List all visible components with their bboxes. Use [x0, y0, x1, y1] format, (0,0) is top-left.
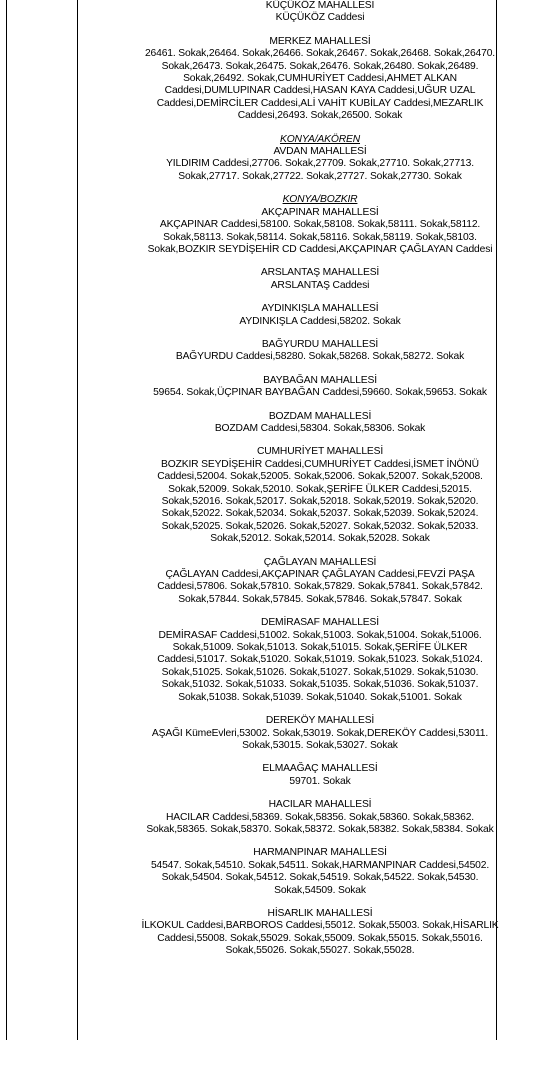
neighborhood-name: MERKEZ MAHALLESİ [269, 35, 371, 47]
neighborhood-entry [140, 847, 500, 897]
neighborhood-name: AYDINKIŞLA MAHALLESİ [261, 303, 379, 315]
neighborhood-entry [140, 617, 500, 704]
neighborhood-entry [140, 446, 500, 545]
neighborhood-name: BAYBAĞAN MAHALLESİ [263, 374, 377, 386]
neighborhood-entry [140, 411, 500, 436]
street-list: KÜÇÜKÖZ Caddesi [275, 12, 365, 24]
district-heading: KONYA/AKÖREN [279, 133, 361, 145]
neighborhood-name: AKÇAPINAR MAHALLESİ [261, 206, 379, 218]
neighborhood-entry [140, 715, 500, 752]
neighborhood-name: DEMİRASAF MAHALLESİ [261, 617, 379, 629]
street-list: AŞAĞI KümeEvleri,53002. Sokak,53019. Sokak,DEREKÖY Caddesi,53011. Sokak,53015. Sokak,53027. Sokak [151, 727, 489, 751]
street-list: İLKOKUL Caddesi,BARBOROS Caddesi,55012. Sokak,55003. Sokak,HİSARLIK Caddesi,55008. Sokak,55029. Sokak,55009. Sokak,55015. Sokak,55016. Sokak,55026. Sokak,55027. Sokak,55028. [141, 920, 499, 957]
street-list: 54547. Sokak,54510. Sokak,54511. Sokak,HARMANPINAR Caddesi,54502. Sokak,54504. Sokak,54512. Sokak,54519. Sokak,54522. Sokak,54530. Sokak,54509. Sokak [150, 859, 490, 896]
neighborhood-entry [140, 557, 500, 607]
neighborhood-entry [140, 763, 500, 788]
street-list: 59701. Sokak [289, 775, 351, 787]
neighborhood-entry [140, 36, 500, 123]
street-list: BAĞYURDU Caddesi,58280. Sokak,58268. Sokak,58272. Sokak [175, 351, 465, 363]
neighborhood-name: AVDAN MAHALLESİ [273, 146, 367, 158]
neighborhood-name: BAĞYURDU MAHALLESİ [261, 338, 379, 350]
street-list: 26461. Sokak,26464. Sokak,26466. Sokak,26467. Sokak,26468. Sokak,26470. Sokak,26473. Sokak,26475. Sokak,26476. Sokak,26480. Sokak,26489. Sokak,26492. Sokak,CUMHURİYET Caddesi,AHMET ALKAN Caddesi,DUMLUPINAR Caddesi,HASAN KAYA Caddesi,UĞUR UZAL Caddesi,DEMİRCİLER Caddesi,ALİ VAHİT KUBİLAY Caddesi,MEZARLIK Caddesi,26493. Sokak,26500. Sokak [144, 48, 495, 122]
neighborhood-entry [140, 303, 500, 328]
neighborhood-entry [140, 207, 500, 257]
neighborhood-name: BOZDAM MAHALLESİ [268, 410, 372, 422]
street-list: HACILAR Caddesi,58369. Sokak,58356. Sokak,58360. Sokak,58362. Sokak,58365. Sokak,58370. Sokak,58372. Sokak,58382. Sokak,58384. Sokak [146, 811, 494, 835]
neighborhood-name: ELMAAĞAÇ MAHALLESİ [262, 763, 378, 775]
street-list: YILDIRIM Caddesi,27706. Sokak,27709. Sokak,27710. Sokak,27713. Sokak,27717. Sokak,27722. Sokak,27727. Sokak,27730. Sokak [166, 158, 474, 182]
street-list: DEMİRASAF Caddesi,51002. Sokak,51003. Sokak,51004. Sokak,51006. Sokak,51009. Sokak,51013. Sokak,51015. Sokak,ŞERİFE ÜLKER Caddesi,51017. Sokak,51020. Sokak,51019. Sokak,51023. Sokak,51024. Sokak,51025. Sokak,51026. Sokak,51027. Sokak,51029. Sokak,51030. Sokak,51032. Sokak,51033. Sokak,51035. Sokak,51036. Sokak,51037. Sokak,51038. Sokak,51039. Sokak,51040. Sokak,51001. Sokak [157, 629, 483, 703]
neighborhood-name: ARSLANTAŞ MAHALLESİ [260, 267, 380, 279]
neighborhood-entry [140, 375, 500, 400]
neighborhood-entry [140, 146, 500, 183]
table-column-divider [77, 0, 78, 1040]
neighborhood-entry [140, 908, 500, 958]
address-list [140, 0, 500, 969]
street-list: ARSLANTAŞ Caddesi [270, 279, 370, 291]
table-border-left [6, 0, 7, 1040]
street-list: AKÇAPINAR Caddesi,58100. Sokak,58108. Sokak,58111. Sokak,58112. Sokak,58113. Sokak,58114. Sokak,58116. Sokak,58119. Sokak,58103. Sokak,BOZKIR SEYDİŞEHİR CD Caddesi,AKÇAPINAR ÇAĞLAYAN Caddesi [147, 219, 493, 255]
neighborhood-entry [140, 799, 500, 836]
neighborhood-name: DEREKÖY MAHALLESİ [265, 715, 375, 727]
neighborhood-entry [140, 339, 500, 364]
street-list: BOZDAM Caddesi,58304. Sokak,58306. Sokak [214, 422, 426, 434]
neighborhood-name: HACILAR MAHALLESİ [268, 799, 372, 811]
district-heading: KONYA/BOZKIR [282, 194, 358, 206]
street-list: 59654. Sokak,ÜÇPINAR BAYBAĞAN Caddesi,59660. Sokak,59653. Sokak [153, 387, 487, 399]
neighborhood-name: HARMANPINAR MAHALLESİ [253, 847, 387, 859]
neighborhood-name: HİSARLIK MAHALLESİ [267, 907, 373, 919]
neighborhood-entry [140, 0, 500, 25]
street-list: BOZKIR SEYDİŞEHİR Caddesi,CUMHURİYET Caddesi,İSMET İNÖNÜ Caddesi,52004. Sokak,52005. Sokak,52006. Sokak,52007. Sokak,52008. Sokak,52009. Sokak,52010. Sokak,ŞERİFE ÜLKER Caddesi,52015. Sokak,52016. Sokak,52017. Sokak,52018. Sokak,52019. Sokak,52020. Sokak,52022. Sokak,52034. Sokak,52037. Sokak,52039. Sokak,52024. Sokak,52025. Sokak,52026. Sokak,52027. Sokak,52032. Sokak,52033. Sokak,52012. Sokak,52014. Sokak,52028. Sokak [157, 458, 483, 545]
street-list: ÇAĞLAYAN Caddesi,AKÇAPINAR ÇAĞLAYAN Caddesi,FEVZİ PAŞA Caddesi,57806. Sokak,57810. Sokak,57829. Sokak,57841. Sokak,57842. Sokak,57844. Sokak,57845. Sokak,57846. Sokak,57847. Sokak [157, 569, 483, 605]
street-list: AYDINKIŞLA Caddesi,58202. Sokak [239, 315, 401, 327]
neighborhood-name: CUMHURİYET MAHALLESİ [256, 446, 384, 458]
neighborhood-name: ÇAĞLAYAN MAHALLESİ [263, 556, 377, 568]
neighborhood-entry [140, 267, 500, 292]
neighborhood-name: KÜÇÜKÖZ MAHALLESİ [265, 0, 375, 11]
